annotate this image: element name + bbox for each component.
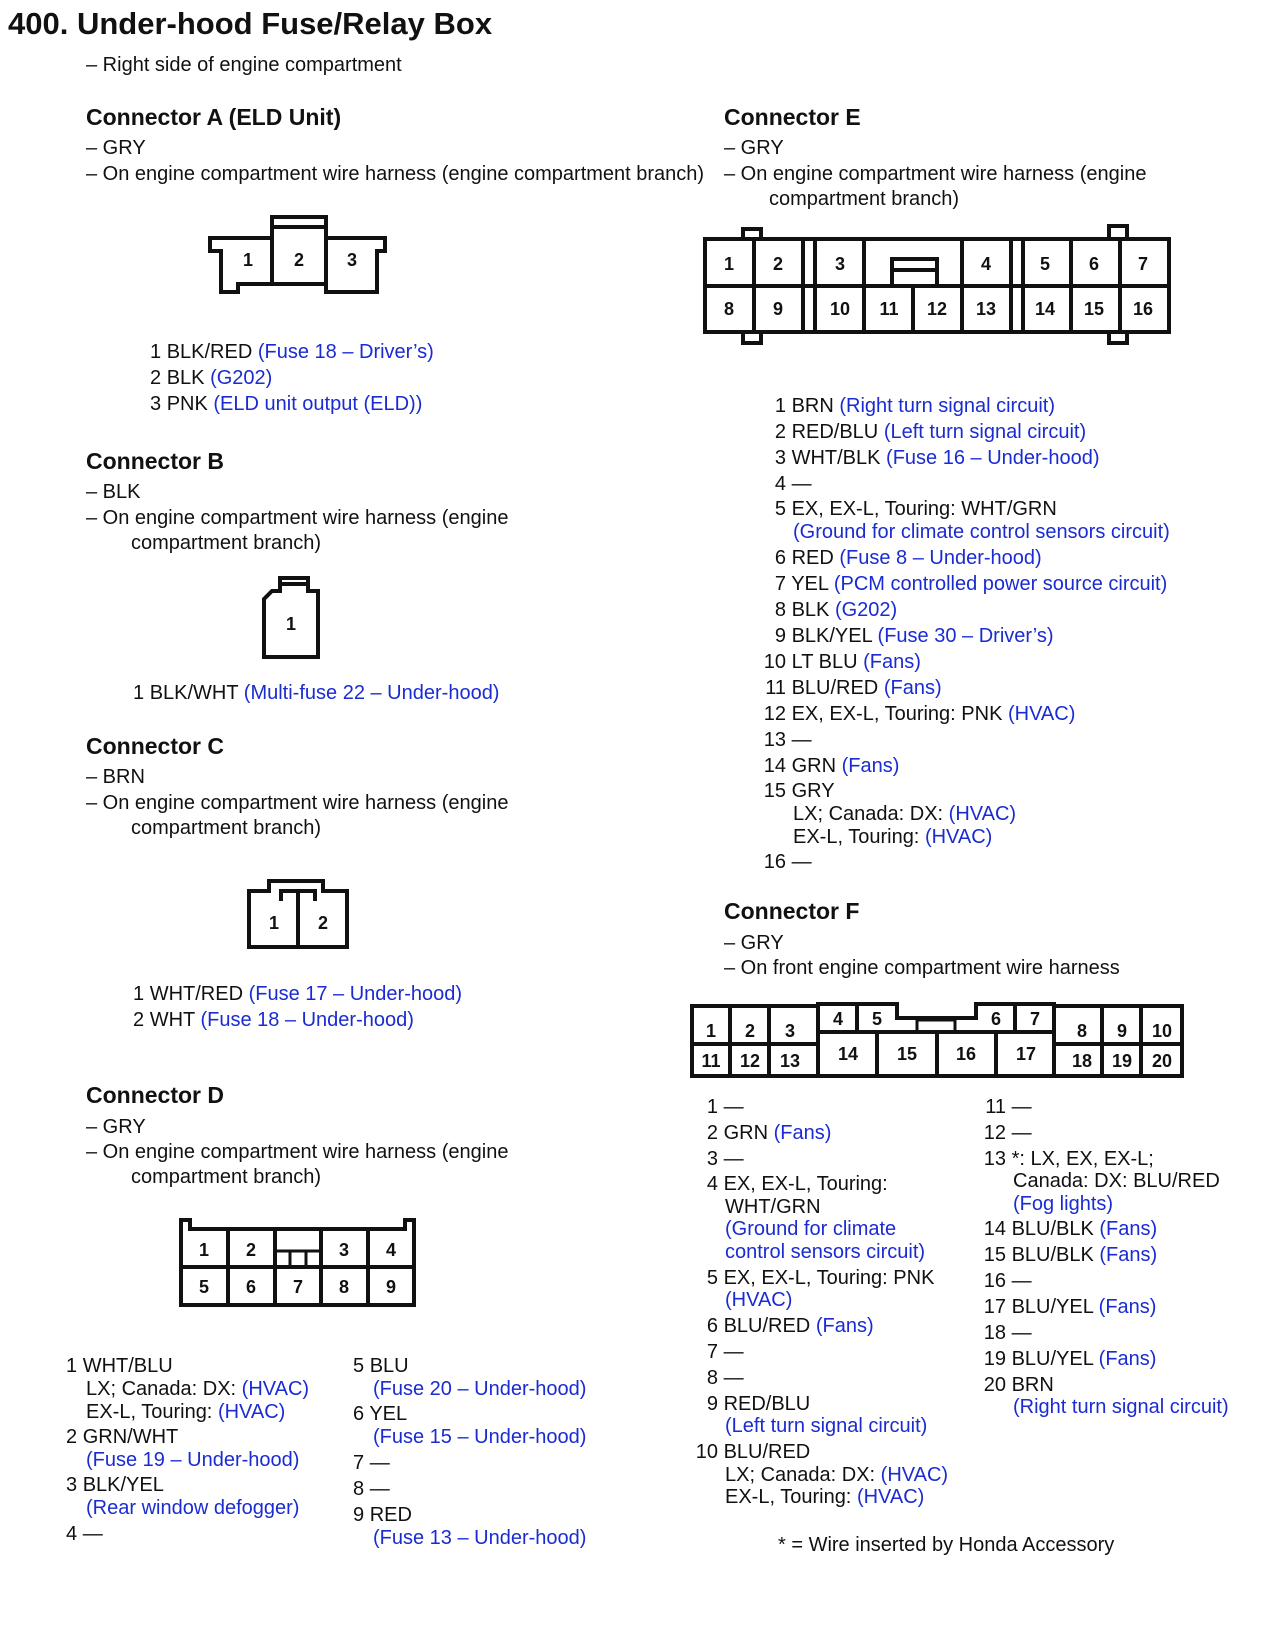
connector-e-pin-9: 9 bbox=[772, 299, 784, 319]
connector-e-pin-3: 3 bbox=[834, 254, 846, 274]
list-item: 1 BLK/WHT (Multi-fuse 22 – Under-hood) bbox=[133, 682, 500, 704]
connector-b-location-cont: compartment branch) bbox=[131, 532, 322, 554]
list-item: 9 BLK/YEL (Fuse 30 – Driver’s) bbox=[774, 625, 1054, 647]
connector-a-diagram bbox=[205, 213, 395, 303]
connector-e-pin-2: 2 bbox=[772, 254, 784, 274]
list-item: 1 — bbox=[706, 1096, 744, 1118]
connector-c-color: – BRN bbox=[86, 766, 145, 788]
list-item: 16 — bbox=[763, 851, 812, 873]
connector-e-pin-5: 5 bbox=[1039, 254, 1051, 274]
list-item: 7 YEL (PCM controlled power source circuit) bbox=[774, 573, 1168, 595]
connector-e-pin-11: 11 bbox=[879, 299, 899, 319]
connector-e-location: – On engine compartment wire harness (engine bbox=[724, 163, 1147, 185]
connector-e-location-cont: compartment branch) bbox=[769, 188, 960, 210]
connector-f-pin-10: 10 bbox=[1151, 1021, 1173, 1041]
connector-e-pin-15: 15 bbox=[1083, 299, 1105, 319]
connector-d-title: Connector D bbox=[86, 1082, 224, 1108]
connector-e-pin-10: 10 bbox=[829, 299, 851, 319]
list-item: 16 — bbox=[983, 1270, 1032, 1292]
list-item: 2 GRN (Fans) bbox=[706, 1122, 832, 1144]
connector-f-color: – GRY bbox=[724, 932, 784, 954]
list-item: 9 RED/BLU bbox=[706, 1393, 811, 1415]
connector-f-pin-19: 19 bbox=[1111, 1051, 1133, 1071]
connector-a-pin-3: 3 bbox=[346, 250, 358, 270]
connector-f-diagram bbox=[686, 998, 1190, 1084]
list-item-detail: (HVAC) bbox=[725, 1289, 793, 1311]
list-item-detail: EX-L, Touring: (HVAC) bbox=[725, 1486, 925, 1508]
list-item-detail: WHT/GRN bbox=[725, 1196, 821, 1218]
list-item: 4 — bbox=[66, 1523, 103, 1545]
connector-f-title: Connector F bbox=[724, 898, 860, 924]
list-item: 14 BLU/BLK (Fans) bbox=[983, 1218, 1158, 1240]
list-item-detail: (Rear window defogger) bbox=[86, 1497, 300, 1519]
connector-b-title: Connector B bbox=[86, 448, 224, 474]
list-item: 4 EX, EX-L, Touring: bbox=[706, 1173, 888, 1195]
footnote: * = Wire inserted by Honda Accessory bbox=[778, 1534, 1115, 1556]
list-item: 2 WHT (Fuse 18 – Under-hood) bbox=[133, 1009, 414, 1031]
list-item: 1 BRN (Right turn signal circuit) bbox=[774, 395, 1055, 417]
connector-f-pin-5: 5 bbox=[871, 1009, 883, 1029]
list-item: 7 — bbox=[706, 1341, 744, 1363]
connector-a-location: – On engine compartment wire harness (engine compartment branch) bbox=[86, 163, 705, 185]
connector-c-title: Connector C bbox=[86, 733, 224, 759]
connector-d-pin-2: 2 bbox=[245, 1240, 257, 1260]
list-item: 11 — bbox=[985, 1096, 1032, 1118]
connector-c-pin-2: 2 bbox=[317, 913, 329, 933]
connector-d-pin-8: 8 bbox=[338, 1277, 350, 1297]
list-item: 8 BLK (G202) bbox=[774, 599, 898, 621]
connector-e-pin-7: 7 bbox=[1137, 254, 1149, 274]
connector-a-title: Connector A (ELD Unit) bbox=[86, 104, 342, 130]
connector-a-pin-1: 1 bbox=[242, 250, 254, 270]
connector-d-pin-4: 4 bbox=[385, 1240, 397, 1260]
connector-f-pin-20: 20 bbox=[1151, 1051, 1173, 1071]
connector-f-pin-17: 17 bbox=[1015, 1044, 1037, 1064]
list-item: 1 WHT/RED (Fuse 17 – Under-hood) bbox=[133, 983, 463, 1005]
list-item: 10 BLU/RED bbox=[695, 1441, 811, 1463]
connector-f-pin-3: 3 bbox=[784, 1021, 796, 1041]
connector-d-location-cont: compartment branch) bbox=[131, 1166, 322, 1188]
connector-d-pin-9: 9 bbox=[385, 1277, 397, 1297]
connector-d-pin-6: 6 bbox=[245, 1277, 257, 1297]
list-item-detail: (Left turn signal circuit) bbox=[725, 1415, 928, 1437]
list-item: 15 GRY bbox=[763, 780, 835, 802]
list-item: 2 GRN/WHT bbox=[66, 1426, 179, 1448]
list-item-detail: (Fuse 13 – Under-hood) bbox=[373, 1527, 587, 1549]
list-item: 5 BLU bbox=[353, 1355, 409, 1377]
list-item-detail: (Fuse 19 – Under-hood) bbox=[86, 1449, 300, 1471]
list-item: 10 LT BLU (Fans) bbox=[763, 651, 921, 673]
list-item: 5 EX, EX-L, Touring: WHT/GRN bbox=[774, 498, 1057, 520]
connector-f-pin-4: 4 bbox=[832, 1009, 844, 1029]
list-item: 3 PNK (ELD unit output (ELD)) bbox=[150, 393, 423, 415]
connector-e-pin-4: 4 bbox=[980, 254, 992, 274]
connector-f-pin-9: 9 bbox=[1116, 1021, 1128, 1041]
connector-e-pin-14: 14 bbox=[1034, 299, 1056, 319]
connector-f-pin-15: 15 bbox=[896, 1044, 918, 1064]
list-item-detail: LX; Canada: DX: (HVAC) bbox=[725, 1464, 949, 1486]
list-item: 18 — bbox=[983, 1322, 1032, 1344]
list-item: 14 GRN (Fans) bbox=[763, 755, 900, 777]
list-item-detail: Canada: DX: BLU/RED bbox=[1013, 1170, 1220, 1192]
list-item: 13 — bbox=[763, 729, 812, 751]
connector-f-location: – On front engine compartment wire harness bbox=[724, 957, 1120, 979]
list-item-detail: LX; Canada: DX: (HVAC) bbox=[86, 1378, 310, 1400]
connector-e-title: Connector E bbox=[724, 104, 861, 130]
list-item-detail: LX; Canada: DX: (HVAC) bbox=[793, 803, 1017, 825]
list-item: 1 WHT/BLU bbox=[66, 1355, 173, 1377]
list-item-detail: (Fog lights) bbox=[1013, 1193, 1114, 1215]
connector-b-color: – BLK bbox=[86, 481, 141, 503]
connector-a-color: – GRY bbox=[86, 137, 146, 159]
list-item: 20 BRN bbox=[983, 1374, 1054, 1396]
connector-f-pin-13: 13 bbox=[779, 1051, 801, 1071]
connector-c-pin-1: 1 bbox=[268, 913, 280, 933]
list-item: 8 — bbox=[706, 1367, 744, 1389]
connector-e-color: – GRY bbox=[724, 137, 784, 159]
list-item: 12 EX, EX-L, Touring: PNK (HVAC) bbox=[763, 703, 1076, 725]
list-item-detail: (Ground for climate bbox=[725, 1218, 897, 1240]
list-item: 2 RED/BLU (Left turn signal circuit) bbox=[774, 421, 1087, 443]
list-item-detail: (Ground for climate control sensors circuit) bbox=[793, 521, 1170, 543]
list-item: 9 RED bbox=[353, 1504, 412, 1526]
list-item: 15 BLU/BLK (Fans) bbox=[983, 1244, 1158, 1266]
connector-b-diagram bbox=[258, 573, 328, 665]
connector-e-pin-1: 1 bbox=[723, 254, 735, 274]
connector-b-pin-1: 1 bbox=[285, 614, 297, 634]
list-item: 11 BLU/RED (Fans) bbox=[765, 677, 942, 699]
connector-d-pin-3: 3 bbox=[338, 1240, 350, 1260]
connector-f-pin-1: 1 bbox=[705, 1021, 717, 1041]
list-item: 6 RED (Fuse 8 – Under-hood) bbox=[774, 547, 1042, 569]
list-item: 8 — bbox=[353, 1478, 390, 1500]
list-item-detail: (Fuse 15 – Under-hood) bbox=[373, 1426, 587, 1448]
connector-e-pin-12: 12 bbox=[926, 299, 948, 319]
list-item: 4 — bbox=[774, 473, 812, 495]
connector-e-pin-13: 13 bbox=[975, 299, 997, 319]
connector-f-pin-8: 8 bbox=[1076, 1021, 1088, 1041]
connector-d-pin-1: 1 bbox=[198, 1240, 210, 1260]
list-item: 6 YEL bbox=[353, 1403, 408, 1425]
connector-d-location: – On engine compartment wire harness (engine bbox=[86, 1141, 509, 1163]
connector-e-pin-6: 6 bbox=[1088, 254, 1100, 274]
page-location: – Right side of engine compartment bbox=[86, 54, 402, 76]
list-item-detail: EX-L, Touring: (HVAC) bbox=[86, 1401, 286, 1423]
connector-f-pin-2: 2 bbox=[744, 1021, 756, 1041]
list-item-detail: control sensors circuit) bbox=[725, 1241, 926, 1263]
connector-e-pin-8: 8 bbox=[723, 299, 735, 319]
list-item: 2 BLK (G202) bbox=[150, 367, 273, 389]
list-item: 7 — bbox=[353, 1452, 390, 1474]
connector-d-pin-7: 7 bbox=[292, 1277, 304, 1297]
list-item: 3 BLK/YEL bbox=[66, 1474, 164, 1496]
connector-d-pin-5: 5 bbox=[198, 1277, 210, 1297]
list-item: 5 EX, EX-L, Touring: PNK bbox=[706, 1267, 935, 1289]
connector-a-pin-2: 2 bbox=[293, 250, 305, 270]
connector-e-diagram bbox=[700, 222, 1175, 350]
connector-f-pin-18: 18 bbox=[1071, 1051, 1093, 1071]
connector-f-pin-16: 16 bbox=[955, 1044, 977, 1064]
connector-f-pin-7: 7 bbox=[1029, 1009, 1041, 1029]
list-item: 3 — bbox=[706, 1148, 744, 1170]
list-item: 17 BLU/YEL (Fans) bbox=[983, 1296, 1157, 1318]
list-item-detail: (Right turn signal circuit) bbox=[1013, 1396, 1229, 1418]
list-item: 13 *: LX, EX, EX-L; bbox=[983, 1148, 1154, 1170]
list-item: 1 BLK/RED (Fuse 18 – Driver’s) bbox=[150, 341, 434, 363]
list-item: 6 BLU/RED (Fans) bbox=[706, 1315, 874, 1337]
connector-f-pin-14: 14 bbox=[837, 1044, 859, 1064]
connector-c-diagram bbox=[243, 875, 355, 953]
connector-b-location: – On engine compartment wire harness (engine bbox=[86, 507, 509, 529]
connector-c-location-cont: compartment branch) bbox=[131, 817, 322, 839]
connector-f-pin-12: 12 bbox=[739, 1051, 761, 1071]
connector-e-pin-16: 16 bbox=[1132, 299, 1154, 319]
list-item: 19 BLU/YEL (Fans) bbox=[983, 1348, 1157, 1370]
page-title: 400. Under-hood Fuse/Relay Box bbox=[8, 6, 493, 41]
list-item-detail: (Fuse 20 – Under-hood) bbox=[373, 1378, 587, 1400]
connector-f-pin-11: 11 bbox=[701, 1051, 721, 1071]
list-item: 3 WHT/BLK (Fuse 16 – Under-hood) bbox=[774, 447, 1100, 469]
list-item-detail: EX-L, Touring: (HVAC) bbox=[793, 826, 993, 848]
list-item: 12 — bbox=[983, 1122, 1032, 1144]
connector-f-pin-6: 6 bbox=[990, 1009, 1002, 1029]
connector-d-color: – GRY bbox=[86, 1116, 146, 1138]
connector-d-diagram bbox=[176, 1215, 426, 1313]
connector-c-location: – On engine compartment wire harness (engine bbox=[86, 792, 509, 814]
